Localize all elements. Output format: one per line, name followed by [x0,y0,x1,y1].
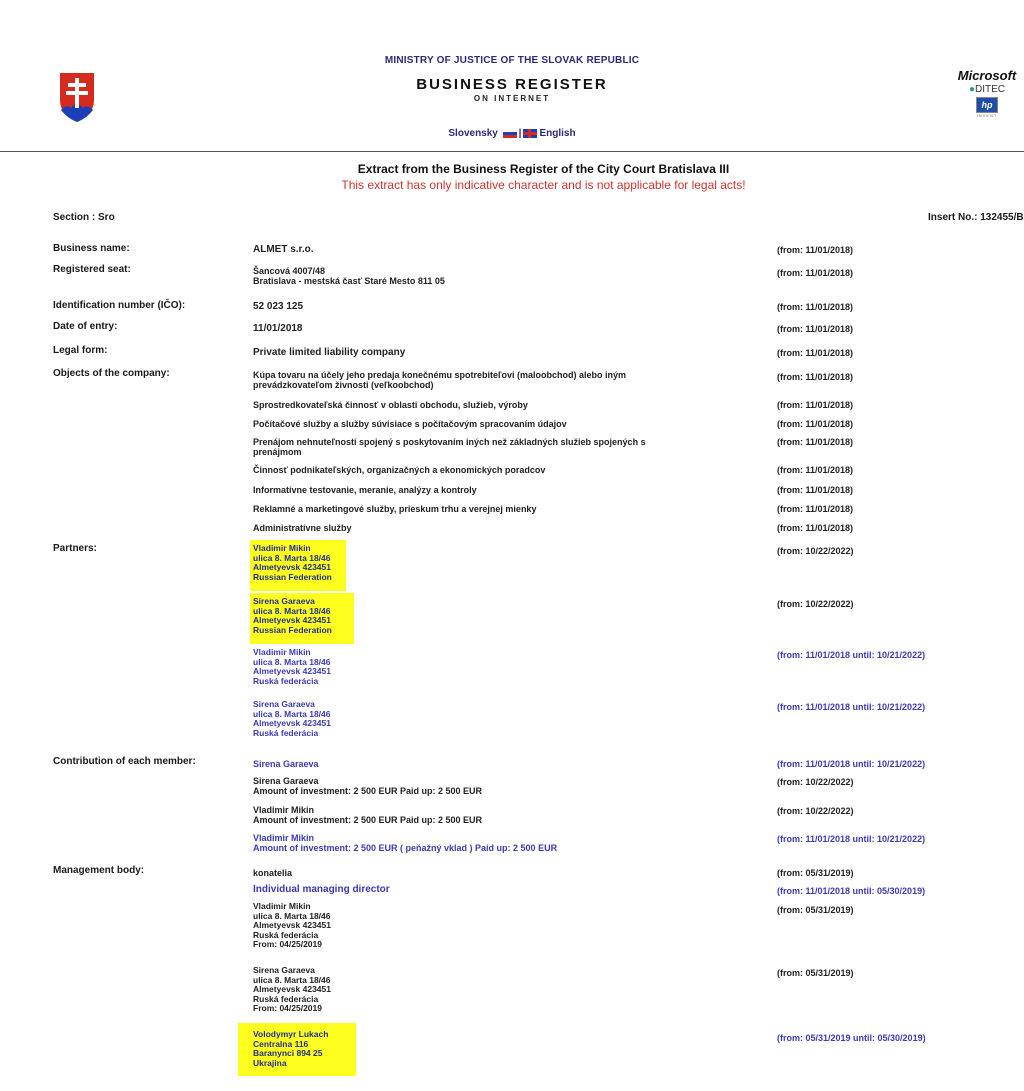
partner-entry: Sirena Garaeva ulica 8. Marta 18/46 Almetyevsk 423451 Russian Federation [253,596,332,635]
label-date-of-entry: Date of entry: [53,321,118,332]
label-contribution: Contribution of each member: [53,756,196,767]
contribution-entry: Sirena Garaeva Amount of investment: 2 500 EUR Paid up: 2 500 EUR [253,776,483,796]
management-entry: Sirena Garaeva ulica 8. Marta 18/46 Almetyevsk 423451 Ruská federácia From: 04/25/2019 [253,965,331,1013]
extract-title: Extract from the Business Register of the City Court Bratislava III [357,162,730,176]
uk-flag-icon [523,129,537,138]
object-date: (from: 11/01/2018) [777,485,854,495]
partner-entry-historic: Sirena Garaeva ulica 8. Marta 18/46 Almetyevsk 423451 Ruská federácia [253,699,331,738]
partner-date: (from: 10/22/2022) [777,546,854,556]
label-management: Management body: [53,865,145,876]
hp-logo-subtext: INVENT [976,113,998,118]
contribution-entry-historic: Sirena Garaeva [253,759,319,769]
object-date: (from: 11/01/2018) [777,372,854,382]
object-date: (from: 11/01/2018) [777,523,854,533]
label-business-name: Business name: [53,243,130,254]
partner-entry-historic: Vladimir Mikin ulica 8. Marta 18/46 Almetyevsk 423451 Ruská federácia [253,647,331,686]
management-date-historic: (from: 11/01/2018 until: 05/30/2019) [777,886,926,896]
business-name-date: (from: 11/01/2018) [777,245,854,255]
object-date: (from: 11/01/2018) [777,504,854,514]
label-registered-seat: Registered seat: [53,264,131,275]
partner-date-historic: (from: 11/01/2018 until: 10/21/2022) [777,650,926,660]
registered-seat-date: (from: 11/01/2018) [777,268,854,278]
ministry-title: MINISTRY OF JUSTICE OF THE SLOVAK REPUBLIC [384,55,640,66]
extract-warning: This extract has only indicative character and is not applicable for legal acts! [341,178,746,192]
contribution-entry-historic: Vladimir Mikin Amount of investment: 2 500 EUR ( peňažný vklad ) Paid up: 2 500 EUR [253,833,558,853]
legal-form-date: (from: 11/01/2018) [777,348,854,358]
register-subtitle: ON INTERNET [473,94,551,103]
label-objects: Objects of the company: [53,368,170,379]
label-partners: Partners: [53,543,97,554]
language-switcher [0,128,1024,139]
management-entry-historic: Individual managing director [253,884,390,895]
partner-entry: Vladimir Mikin ulica 8. Marta 18/46 Almetyevsk 423451 Russian Federation [253,543,332,582]
ditec-icon: ● [968,84,976,95]
ditec-logo: ●DITEC [968,84,1006,95]
management-date: (from: 05/31/2019) [777,905,854,915]
object-date: (from: 11/01/2018) [777,419,854,429]
object-date: (from: 11/01/2018) [777,437,854,447]
object-date: (from: 11/01/2018) [777,465,854,475]
label-ico: Identification number (IČO): [53,300,186,311]
contribution-date: (from: 10/22/2022) [777,806,854,816]
contribution-date-historic: (from: 11/01/2018 until: 10/21/2022) [777,759,926,769]
contribution-date-historic: (from: 11/01/2018 until: 10/21/2022) [777,834,926,844]
partner-date: (from: 10/22/2022) [777,599,854,609]
lang-slovak-link[interactable]: Slovensky [448,128,498,139]
hp-logo: hp [976,97,998,113]
date-of-entry-date: (from: 11/01/2018) [777,324,854,334]
register-title: BUSINESS REGISTER [416,76,608,93]
object-date: (from: 11/01/2018) [777,400,854,410]
management-entry: Volodymyr Lukach Centralna 116 Baranynci 894 25 Ukrajina [253,1029,329,1068]
registered-seat-value: Šancová 4007/48 Bratislava - mestská časť Staré Mesto 811 05 [253,266,445,286]
header-divider [0,151,1024,152]
section-label: Section : Sro [53,212,115,223]
object-item: Počítačové služby a služby súvisiace s počítačovým spracovaním údajov [253,419,567,429]
date-of-entry-value: 11/01/2018 [253,323,303,334]
object-item: Prenájom nehnuteľností spojený s poskytovaním iných než základných služieb spojených s prenájmom [253,437,646,457]
page-header [0,0,1024,150]
lang-separator: | [518,128,522,139]
sponsor-logos [952,68,1022,118]
business-name-value: ALMET s.r.o. [253,244,314,255]
object-item: Činnosť podnikateľských, organizačných a ekonomických poradcov [253,465,546,475]
object-item: Informatívne testovanie, meranie, analýzy a kontroly [253,485,477,495]
management-entry: Vladimir Mikin ulica 8. Marta 18/46 Almetyevsk 423451 Ruská federácia From: 04/25/2019 [253,901,331,949]
contribution-date: (from: 10/22/2022) [777,777,854,787]
contribution-entry: Vladimir Mikin Amount of investment: 2 500 EUR Paid up: 2 500 EUR [253,805,483,825]
object-item: Kúpa tovaru na účely jeho predaja konečnému spotrebiteľovi (maloobchod) alebo iným prevádzkovateľom živnosti (veľkoobchod) [253,370,627,390]
lang-english-link[interactable]: English [539,128,576,139]
management-date: (from: 05/31/2019) [777,868,854,878]
partner-date-historic: (from: 11/01/2018 until: 10/21/2022) [777,702,926,712]
object-item: Administratívne služby [253,523,352,533]
slovak-flag-icon [503,129,517,138]
object-item: Reklamné a marketingové služby, prieskum trhu a verejnej mienky [253,504,537,514]
management-entry: konatelia [253,868,293,878]
microsoft-logo: Microsoft [957,68,1017,83]
object-item: Sprostredkovateľská činnosť v oblasti obchodu, služieb, výroby [253,400,528,410]
legal-form-value: Private limited liability company [253,347,406,358]
ico-date: (from: 11/01/2018) [777,302,854,312]
label-legal-form: Legal form: [53,345,108,356]
management-date-historic: (from: 05/31/2019 until: 05/30/2019) [777,1033,926,1043]
management-date: (from: 05/31/2019) [777,968,854,978]
ico-value: 52 023 125 [253,301,304,312]
insert-number: Insert No.: 132455/B [928,212,1024,223]
